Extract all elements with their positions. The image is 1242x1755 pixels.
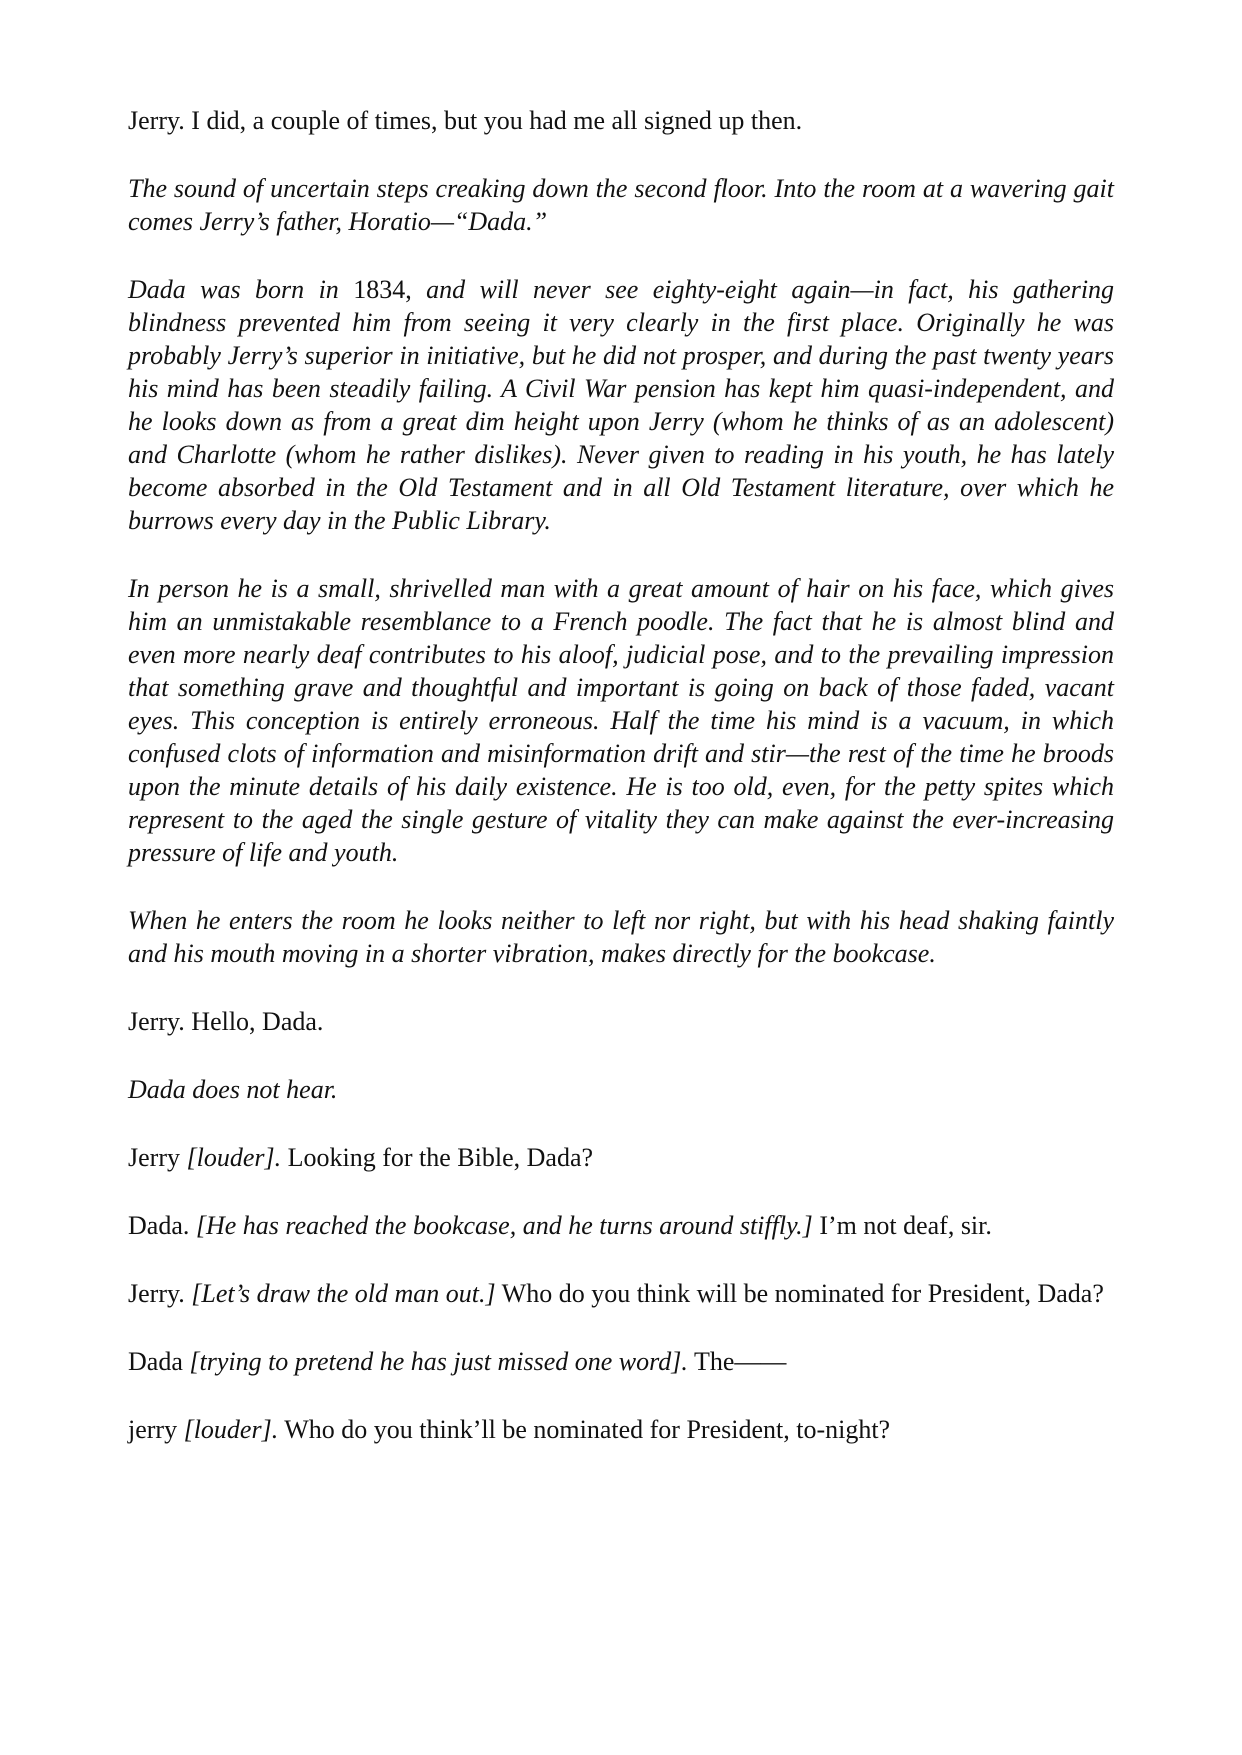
speaker-name: Jerry: [128, 1143, 180, 1172]
inline-direction: [Let’s draw the old man out.]: [191, 1279, 496, 1308]
stage-direction: When he enters the room he looks neither to left nor right, but with his head shaking faintly and his mouth moving in a shorter vibration, makes directly for the bookcase.: [128, 906, 1114, 968]
birth-year: 1834,: [353, 275, 412, 304]
inline-direction: [trying to pretend he has just missed one word].: [189, 1347, 688, 1376]
speech-text: Looking for the Bible, Dada?: [287, 1143, 594, 1172]
dialogue-line: [128, 104, 1114, 137]
speech-text: Who do you think will be nominated for President, Dada?: [501, 1279, 1104, 1308]
dialogue-line: [128, 1209, 1114, 1242]
speech-text: The——: [693, 1347, 787, 1376]
dialogue-line: [128, 1005, 1114, 1038]
inline-direction: [He has reached the bookcase, and he turns around stiffly.]: [195, 1211, 813, 1240]
dialogue-line: [128, 1413, 1114, 1446]
speaker-name: Jerry.: [128, 106, 185, 135]
speaker-name: jerry: [128, 1415, 178, 1444]
speaker-name: Jerry.: [128, 1279, 185, 1308]
dialogue-line: [128, 1345, 1114, 1378]
stage-direction: Dada does not hear.: [128, 1075, 338, 1104]
speaker-name: Dada: [128, 1347, 183, 1376]
speaker-name: Dada.: [128, 1211, 190, 1240]
document-page: [128, 104, 1114, 1481]
inline-direction: [louder].: [183, 1415, 279, 1444]
dialogue-line: [128, 1141, 1114, 1174]
speaker-name: Jerry.: [128, 1007, 185, 1036]
stage-direction: In person he is a small, shrivelled man with a great amount of hair on his face, which gives him an unmistakable resemblance to a French poodle. The fact that he is almost blind and even more nearly deaf contributes to his aloof, judicial pose, and to the prevailing impression that something grave and thoughtful and important is going on back of those faded, vacant eyes. This conception is entirely erroneous. Half the time his mind is a vacuum, in which confused clots of information and misinformation drift and stir—the rest of the time he broods upon the minute details of his daily existence. He is too old, even, for the petty spites which represent to the aged the single gesture of vitality they can make against the ever-increasing pressure of life and youth.: [128, 574, 1114, 867]
stage-direction-rest: and will never see eighty-eight again—in fact, his gathering blindness prevented him from seeing it very clearly in the first place. Originally he was probably Jerry’s superior in initiative, but he did not prosper, and during the past twenty years his mind has been steadily failing. A Civil War pension has kept him quasi-independent, and he looks down as from a great dim height upon Jerry (whom he thinks of as an adolescent) and Charlotte (whom he rather dislikes). Never given to reading in his youth, he has lately become absorbed in the Old Testament and in all Old Testament literature, over which he burrows every day in the Public Library.: [128, 275, 1115, 535]
stage-direction-start: Dada was born in: [128, 275, 339, 304]
speech-text: Hello, Dada.: [191, 1007, 324, 1036]
stage-direction: [128, 273, 1114, 537]
stage-direction: The sound of uncertain steps creaking down the second floor. Into the room at a wavering gait comes Jerry’s father, Horatio—“Dada.”: [128, 174, 1114, 236]
speech-text: Who do you think’ll be nominated for President, to-night?: [284, 1415, 891, 1444]
inline-direction: [louder].: [186, 1143, 282, 1172]
dialogue-line: [128, 1277, 1114, 1310]
speech-text: I did, a couple of times, but you had me all signed up then.: [191, 106, 803, 135]
speech-text: I’m not deaf, sir.: [819, 1211, 992, 1240]
